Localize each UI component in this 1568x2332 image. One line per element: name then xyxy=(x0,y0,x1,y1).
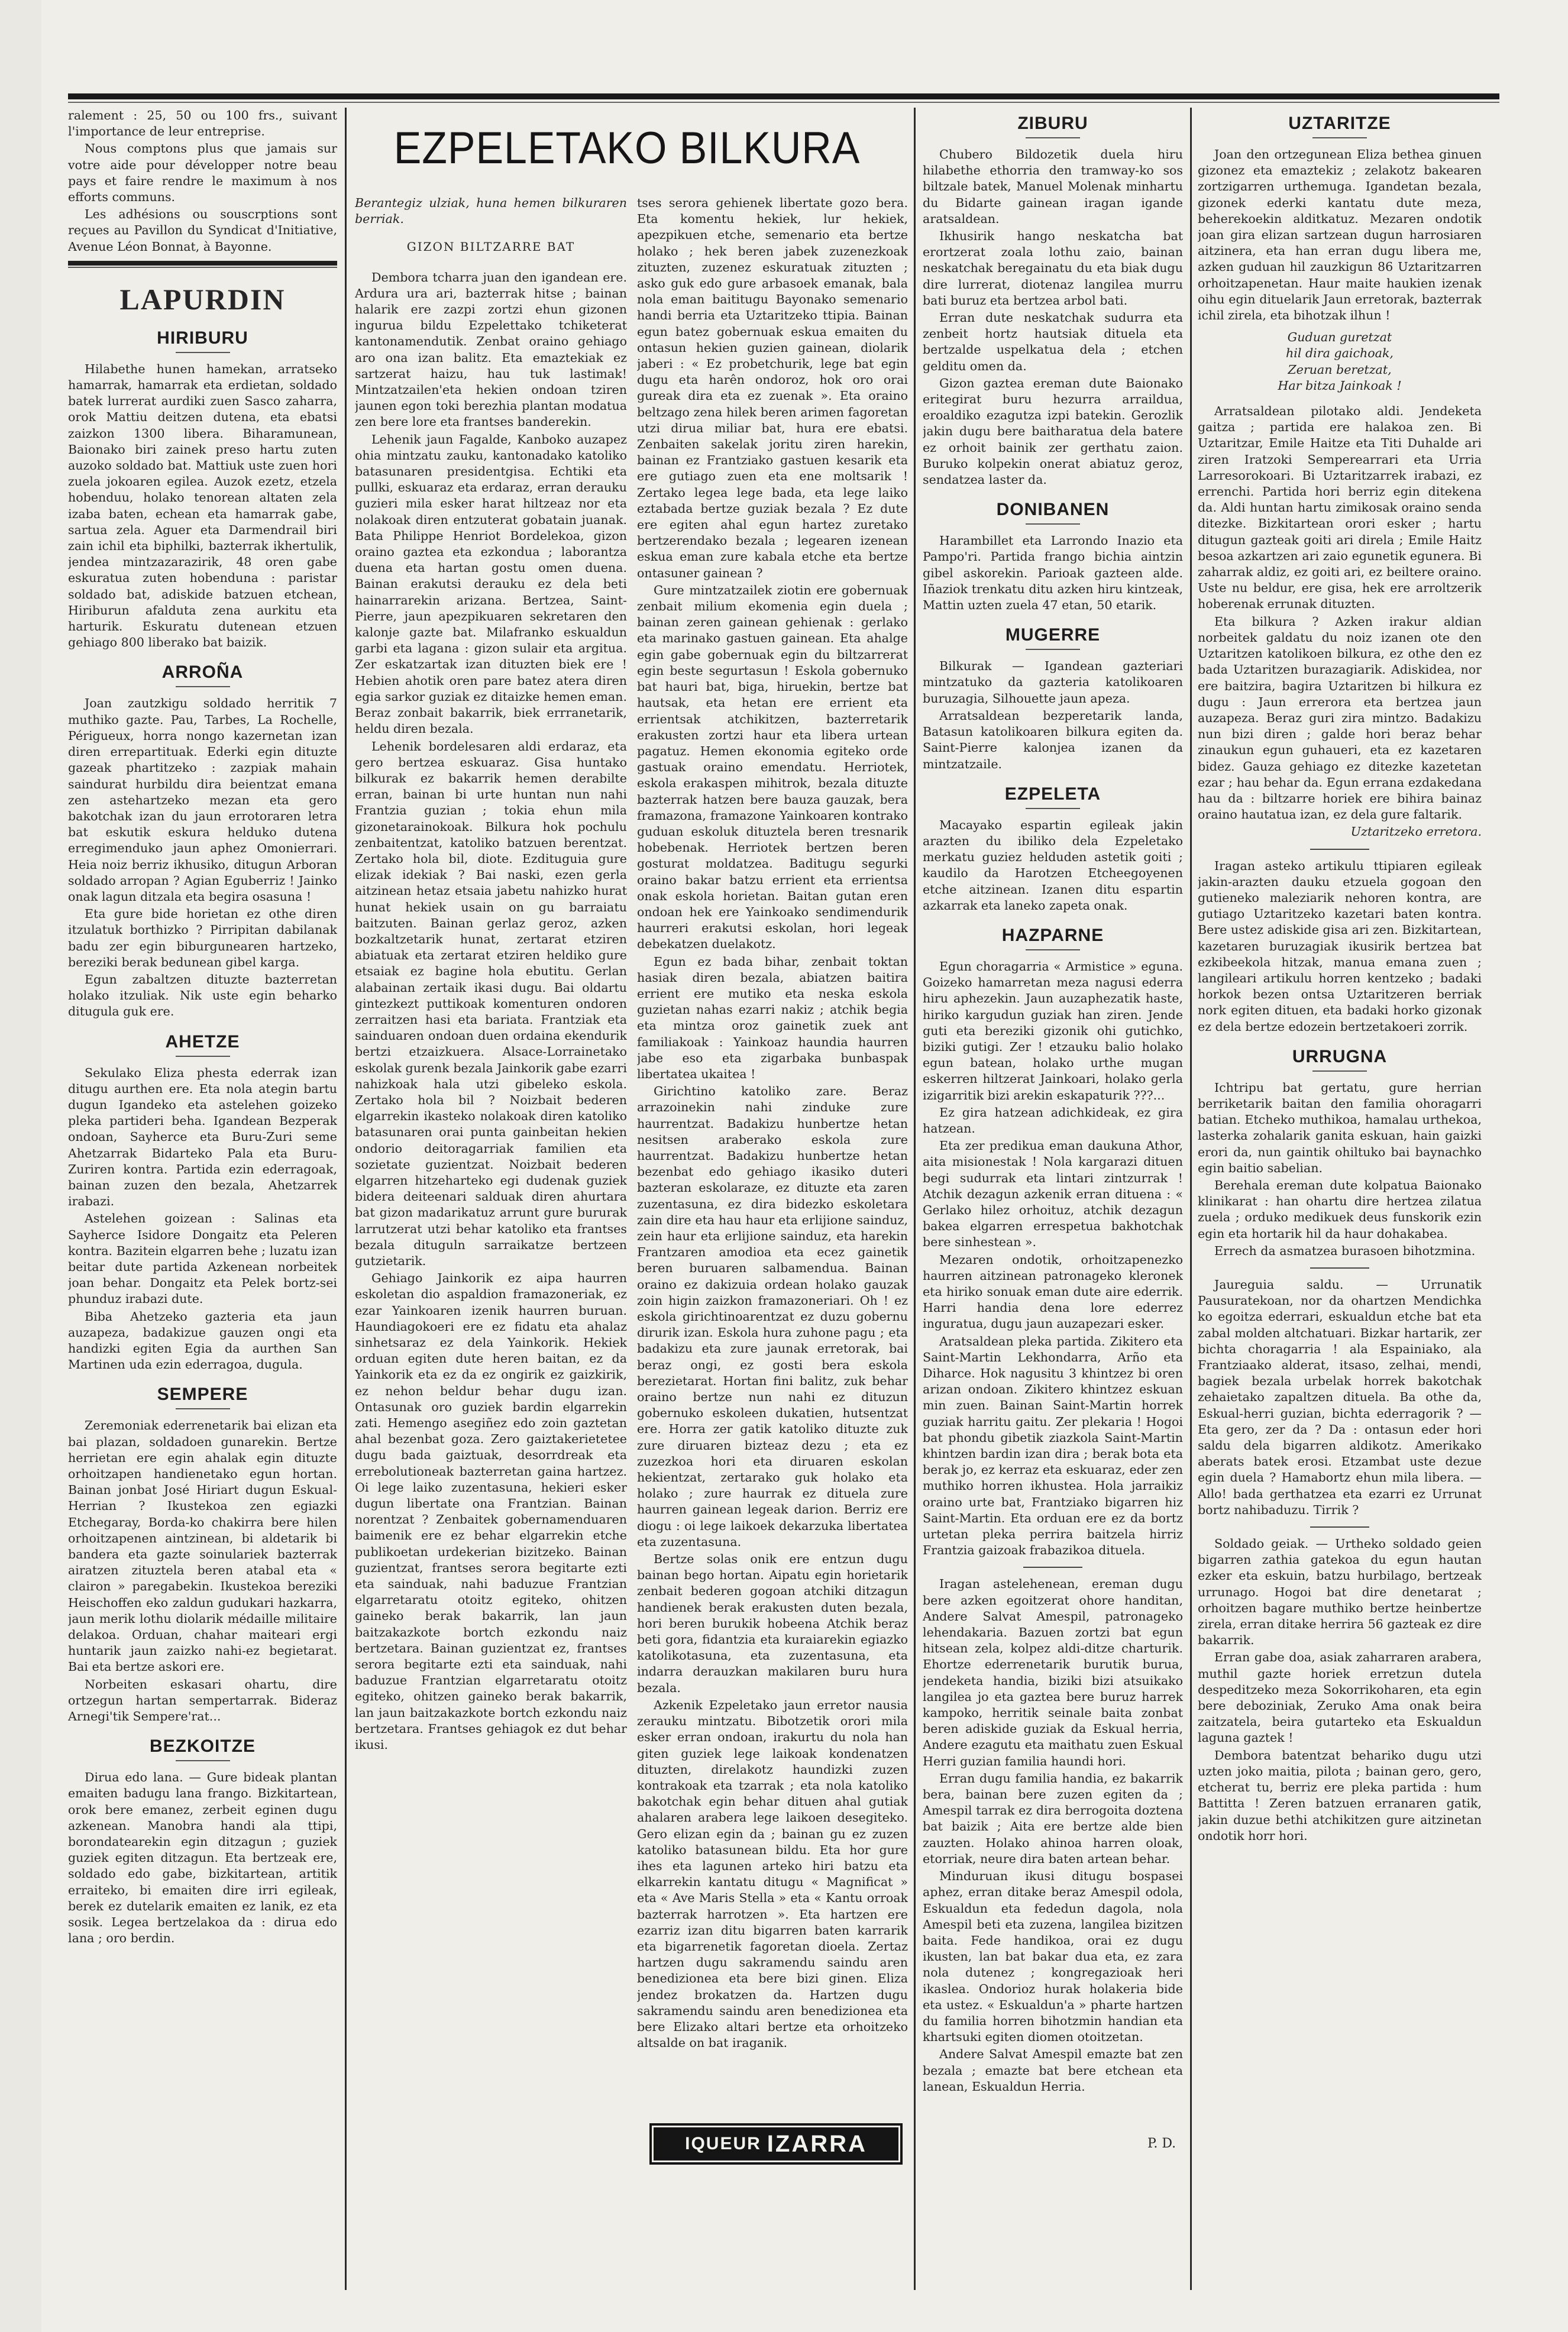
article-body: Hilabethe hunen hamekan, arratseko hamarrak, hamarrak eta erdietan, soldado batek lurrerat aurdiki zuen Sasco zaharra, orok Mattiu deitzen dutena, eta ebatsi zaizkon 1300 libera. Biharamunean, Baionako biri zainek preso hartu zuten auzoko soldado bat. Mattiuk uste zuen hori zuela jokoaren egilea. Auzok ezetz, etzela hobenduu, holako tenorean altaten zela izaba baten, echean eta hamarrak gabe, sartua zela. Aguer eta Darmendrail biri zain ichil eta biphilki, bazterrak ikhertulik, jendea mintzazarazirik, 48 oren gabe eskuratua zuten hobenduna : paristar soldado bat, adiskide batzuen etchean, Hiriburun afalduta zena aurkitu eta harturik. Eskuratu dutenean etzuen gehiago 800 liberako bat baizik. xyxy=(68,361,337,650)
article-body: Lehenik jaun Fagalde, Kanboko auzapez ohia mintzatu zauku, kantonadako katoliko batasunaren presidentgisa. Echtiki eta pullki, eskuaraz eta erdaraz, erran derauku guzieri mila esker harat hiltzeaz nor eta nolakoak diren entzuterat gobatain juanak. Bata Philippe Henriot Bordelekoa, gizon oraino gaztea eta ezkondua ; laborantza duena eta hartan gostu omen duena. Bainan erakutsi derauku ez dela beti hainarrarekin arizana. Bertzea, Saint-Pierre, jaun apezpikuaren sekretaren den kalonje gazte bat. Milafranko eskualdun garbi eta lagana : gizon sulair eta argitua. Zer eskatzartak izan dituzten biek ere ! Hebien ahotik oren pare batez atera diren egia sarkor guziak ez ditaizke hemen eman. Beraz zonbait bakarrik, biek errranetarik, heldu diren bezala. xyxy=(355,432,627,736)
article-body: Zeremoniak ederrenetarik bai elizan eta bai plazan, soldadoen gunarekin. Bertze herrietan ere egin ahalak egin dituzte orhoitzapen handienetako egun hortan. Bainan jonbat José Hiriart dugun Eskual-Herrian ? Ikustekoa zen egiazki Etchegaray, Borda-ko chakirra bere hilen orhoitzapenen aintzinean, bi aldetarik bi bandera eta gazte soinulariek bazterrak airatzen zituztela beren atabal eta « clairon » paregabekin. Ikustekoa bereziki Heischoffen eko zaldun gudukari hazkarra, jaun merik lothu diolarik médaille militaire delakoa. Orduan, chahar maiteari ergi huntarik jaun zaizko nahi-ez begietarat. Bai eta bertze askori ere. xyxy=(68,1418,337,1674)
article-body: Ez gira hatzean adichkideak, ez gira hatzean. xyxy=(923,1105,1183,1136)
ad-text-big: IZARRA xyxy=(767,2130,867,2157)
poem-line: Har bitza Jainkoak ! xyxy=(1278,378,1402,393)
separator xyxy=(1310,849,1369,850)
article-body: Jaureguia saldu. — Urrunatik Pausuratekoan, nor da ohartzen Mendichka ko egoitza ederrari, eskualdun etche bat eta zabal molden altchatuari. Bizkar hartarik, zer bichta choragarria ! ala Espainiako, ala Frantziaako alderat, itsaso, zelhai, mendi, bagiek bezala urbelak horrek bakotchak zehaietako zapaltzen dituela. Ba othe da, Eskual-herri guzian, bichta ederragorik ? — Eta gero, zer da ? Da : ontasun eder hori saldu dela bigarren aldikotz. Amerikako aberats batek erosi. Etzambat uste dezue egin duela ? Hamabortz ehun mila libera. — Allo! bada gerthatzea eta ezarri ez Urrunat bortz nahibaduzu. Tirrik ? xyxy=(1198,1277,1482,1517)
article-body: Soldado geiak. — Urtheko soldado geien bigarren zathia gatekoa du egun hautan ezker eta eskuin, batzu hurbilago, bertzeak urrunago. Hogoi bat dire denetarat ; orhoitzen bagare muthiko bertze heinbertze zirela, erran ditake herrira 56 gazteak ez dire bakarrik. xyxy=(1198,1537,1482,1648)
section-title-arrona: ARROÑA xyxy=(68,662,337,687)
article-body: Iragan astelehenean, ereman dugu bere azken egoitzerat ohore handitan, Andere Salvat Amespil, patronageko lehendakaria. Bazuen zortzi bat egun hitsean zela, kolpez aldi-ditze charturik. Ehortze ederrenetarik burutik burua, jendeketa handia, biziki bizi atsuikako langilea jo eta gaztea bere buruz harrek kampoko, herritik seinale baita zonbat beren adiskide guziak da Eskual herria, Andere ezagutu eta maithatu zuen Eskual Herri guzian familia haundi hori. xyxy=(923,1577,1183,1768)
column-3 xyxy=(637,195,908,2111)
ad-text-small: IQUEUR xyxy=(685,2134,761,2153)
section-title-hiriburu: HIRIBURU xyxy=(68,328,337,353)
article-body: Egun choragarria « Armistice » eguna. Goizeko hamarretan meza nagusi ederra hiru aphezekin. Jaun auzaphezatik haste, hiriko kargudun guziak han ziren. Jende guti eta bereziki gizonik ohi gutichko, biziki gutigi. Zer ! etzauku balio holako egun batean, holako urthe mugan eskerren hiltzerat Jainkoari, holako gerla izigarritik bizi arekin eskapaturik ???... xyxy=(923,959,1183,1102)
column-5 xyxy=(1198,108,1482,2296)
epigraph: Berantegiz ulziak, huna hemen bilkuraren berriak. xyxy=(355,196,627,227)
article-body: Erran dugu familia handia, ez bakarrik bera, bainan bere zuzen egiten da ; Amespil tarrak ez dira berrogoita doztena bat baizik ; Aita ere bertze alde bien zauzten. Holako ahinoa harren oloak, etorriak, neure dira baten artean behar. xyxy=(923,1771,1183,1866)
article-body: tses serora gehienek libertate gozo bera. Eta komentu hekiek, lur hekiek, apezpikuen etche, semenario eta bertze holako ; hek beren jabek zuzenezkoak zituzten, zuzenez eskuratuak zituzten ; asko guk edo gure arbasoek emanak, bala nola eman baititugu Bayonako semenario handi berria eta Uztaritzeko ttipia. Bainan egun batez gobernuak eskua emaiten du ontasun hekien guzien gainean, diolarik jaberi : « Ez probetchurik, lege bat egin dugu eta harên ondoroz, hok oro orai gureak dira eta ez zuenak ». Eta oraino beltzago zena hilek beren arimen fagoretan utzi dirua miliar bat, hura ere ebatsi. Zenbaiten sakelak joritu ziren harekin, bainan ez Frantziako gastuen kesarik eta ere gutiago zuen eta ene moltsarik ! Zertako legea lege bada, eta lege laiko eztabada bertze guziak bezala ? Ez dute ere egiten ahal egun hartez zuretako bertzerendako bezala ; legearen izenean eskua eman zure kabala etche eta bertze ontasuner gainean ? xyxy=(637,196,908,580)
section-title-sempere: SEMPERE xyxy=(68,1385,337,1409)
article-body: Iragan asteko artikulu ttipiaren egileak jakin-arazten dauku etzuela gogoan den gutieneko maleziarik nehoren kontra, are gutiago Uztaritzeko kazetari baten kontra. Bere ustez adiskide gisa ari zen. Bizkitartean, kazetaren buruzagiak ikusirik bertzea bat ezkibeekola hitzak, manua emana zuen ; langileari artikulu horren kentzeko ; badaki horkok bezen ontsa Uztaritzeren berriak nork egiten dituen, eta badaki horko gizonak ez dela bertze edozein bertzetakoeri zorrik. xyxy=(1198,858,1482,1034)
column-2 xyxy=(355,195,627,2295)
poem-line: Guduan guretzat xyxy=(1287,330,1392,345)
article-body: Arratsaldean bezperetarik landa, Batasun katolikoaren bilkura egiten da. Saint-Pierre kalonjea izanen da mintzatzaile. xyxy=(923,708,1183,771)
article-body: Girichtino katoliko zare. Beraz arrazoinekin nahi zinduke zure haurrentzat. Badakizu hunbertze hetan nesitsen araberako eskola zure haurrentzat. Badakizu hunbertze hetan bezenbat edo gehiago ikasiko duteri bazteran eskolaraze, ez dituzte eta zaren zuzentasuna, ez dira bidezko eskoletara zain dire eta hau haur eta erlijione sainduz, zein haur eta erlijione sainduz, eta harekin Frantzaren amodioa eta ecez gainetik beren buruaren salbamendua. Bainan oraino ez dakizuia ordean holako gauzak zoin higin zaizkon framazoneriari. Oh ! ez eskola girichtinoarentzat ez duzu gobernu dirurik izan. Eskola hura zuhone pagu ; eta badakizu eta zure jaunak erretorak, bai beraz ongi, ez gosti bera eskola berezietarat. Hortan fini balitz, zuk behar oraino bertze nun nahi ez dituzun gobernuko eskoleen dukatien, hutsentzat ere. Horra zer gatik katoliko dituzte zuk zure diruaren bizteaz dezu ; eta ez zuzezkoa hori eta diruaren eskolan hekientzat, zertarako guk holako eta holako ; zure haurrak ez dituela zure haurren gainean legeak darion. Berriz ere diogu : oi lege laikoek dekarzuka libertatea eta zuzentasuna. xyxy=(637,1084,908,1549)
article-body: Joan den ortzegunean Eliza betheа ginuen gizonez eta emaztekiz ; zelakotz bakearen zortzigarren urthemuga. Igandetan bezala, gizonek ederki kantatu dute meza, beherekoekin alditkatuz. Mezaren ondotik joan gira elizan sartzean dugun harrosiaren aitzinera, eta han erran dugu libera me, azken guduan hil zauzkigun 86 Uztaritzarren orhoitzapenetan. Haur maite haukien izenak oihu egin dituelarik Jaun erretorak, bazterrak ichil zirela, eta bihotzak ilhun ! xyxy=(1198,147,1482,323)
article-body: Mezaren ondotik, orhoitzapenezko haurren aitzinean patronageko kleronek eta hiriko sonuak eman dute aire ederrik. Harri handia dena lore ederrez inguratua, dugu jaun auzapezari esker. xyxy=(923,1252,1183,1331)
article-body: Egun ez bada bihar, zenbait toktan hasiak diren bezala, abiatzen baitira errient ere mutiko eta neska eskola guzietan nahas ezarri nakiz ; atchik begia eta mintza oroz gainetik zuek ant familiakoak : Yainkoaz haundia haurren jabe eso eta zigarbaka bunbaspak libertatea ukaitea ! xyxy=(637,954,908,1081)
column-divider xyxy=(1190,108,1192,2290)
article-body: Ikhusirik hango neskatcha bat erortzerat zoala lothu zaio, bainan neskatchak beregainatu du eta biak dugu dire lurrerat, diotenaz langilea murru bati buruz eta bertzea arbol bati. xyxy=(923,229,1183,308)
article-body: Joan zautzkigu soldado herritik 7 muthiko gazte. Pau, Tarbes, La Rochelle, Périgueux, horra nongo kazernetan izan diren errepartituak. Ederki egin dituzte gazeak phartitzeko : zazpiak mahain saindurat hurbildu dira beientzat emana zen astehartzeko mezan eta gero bakotchak izan du jaun errotoraren letra bat eskutik eskura helduko dutena erregimenduko jaun aphez Omonierrari. Heia noiz berriz ikhusiko, ditugun Arboran soldado arropan ? Agian Eguberriz ! Jainko onak lagun ditzala eta begira osasuna ! xyxy=(68,696,337,904)
poem-line: hil dira gaichoak, xyxy=(1286,346,1394,361)
article-body: Chubero Bildozetik duela hiru hilabethe ethorria den tramway-ko sos biltzale batek, Manuel Molenak minhartu du Bidarte gainean iragan igande aratsaldean. xyxy=(923,147,1183,226)
poem xyxy=(1198,329,1482,394)
section-rule-thin xyxy=(68,267,337,268)
article-body: Gehiago Jainkorik ez aipa haurren eskoletan dio aspaldion framazoneriak, ez ezar Yainkoaren izenik haurren buruan. Haundiagokoeri ere ez fidatu eta ahalaz sinhetsaraz ez dela Yainkorik. Hekiek orduan egiten dute heren baitan, ez da Yainkorik eta ez da ez ongirik ez gaizkirik, ez nehon beldur behar dugu izan. Ontasunak oro guziek bardin elgarrekin zati. Hemengo asegiñez edo zoin gaztetan ahal bezenbat goza. Zero gaiztakerietetee dugu bada gaiztuak, desorrdreak eta errebolutioneak bazterretan gaina hartzez. Oi lege laiko zuzentasuna, hekieri esker dugun libertate ona Frantzian. Bainan norentzat ? Zenbaitek gobernamenduaren baimenik ere ez behar elgarrekin etche publikoetan urdekerian bizitzeko. Bainan guzientzat, frantses serora begitarte ezti eta sainduak, nahi baduzue Frantzian elgarretaratu otoitz egiteko, ohitzen gaineko berak bakarrik, lan jaun baitzakazkote bortch ezkondu naiz bertzetara. Bainan guzientzat ez, frantses serora begitarte ezti eta sainduak, nahi baduzue Frantzian elgarretaratu otoitz egiteko, ohitzen gaineko berak bakarrik, lan jaun baitzakazkote bortch ezkondu naiz bertzetara. Frantses gehiagok ez dut behar ikusi. xyxy=(355,1271,627,1752)
headline-box xyxy=(355,108,905,185)
section-title-bezkoitze: BEZKOITZE xyxy=(68,1736,337,1761)
article-body: Sekulako Eliza phesta ederrak izan ditugu aurthen ere. Eta nola ategin bartu dugun Igandeko eta astelehen goizeko pleka partideri beha. Igandean Bezperak ondoan, Sayherce eta Buru-Zuri seme Ahetzarrak Bidarteko Pala eta Buru-Zuriren kontra. Partida ezin ederragoak, bainan zuzen den bezala, Ahetzarrek irabazi. xyxy=(68,1065,337,1209)
article-body: Eta gure bide horietan ez othe diren itzulatuk borthizko ? Pirripitan dabilanak badu zer egin biburgunearen hartzeko, bereziki berak bedunean gibel karga. xyxy=(68,907,337,969)
article-body: Dembora tcharra juan den igandean ere. Ardura ura ari, bazterrak hitse ; bainan halarik ere zazpi zortzi ehun gizonen ingurua bildu Ezpelettako tchiketerat kantonamendutik. Zenbat oraino gehiago aro ona izan balitz. Eta emaztekiak ez sartzerat haizu, hau tuk lastimak! Mintzatzailen'eta hekien ondoan tziren jaunen egon toki berezhia plantan modatua zen bere lore eta frantses banderekin. xyxy=(355,270,627,429)
article-body: Arratsaldean pilotako aldi. Jendeketa gaitza ; partida ere halakoa zen. Bi Uztaritzar, Emile Haitze eta Titi Duhalde ari ziren Iratzoki Semperearrari eta Urria Larresorokoari. Bi Uztaritzarrek irabazi, ez errenchi. Partida hori berriz egin ditekena da. Aldi huntan hartu zimikosak oraino senda ditezke. Bizkitartean orori esker ; hartu ditugun gazteak goiti ari direla ; Emile Haitz besoa azkartzen ari zaio egunetik egunera. Bi zaharrak aldiz, ez goiti ari, ez beiltere oraino. Uste nu beldur, ere gisa, hek ere arroltzerik hoberenak errunak dituzten. xyxy=(1198,404,1482,612)
separator xyxy=(1023,1567,1082,1568)
intro-paragraph: ralement : 25, 50 ou 100 frs., suivant l'importance de leur entreprise. xyxy=(68,108,337,139)
article-body: Dirua edo lana. — Gure bideak plantan emaiten badugu lana frango. Bizkitartean, orok bere emanez, zerbeit eginen dugu azkenean. Manobra handi ala ttipi, borondatearekin egin ditzagun ; guziek guziek egiten ditzagun. Eta bertzeak ere, soldado edo gabe, bizkitartean, artitik erraiteko, bi emaiten dire irri egileak, berek ez dutelarik emaiten ez lanik, ez eta sosik. Legea bertzelakoa da : dirua edo lana ; oro berdin. xyxy=(68,1770,337,1946)
signature: P. D. xyxy=(1147,2136,1176,2151)
article-body: Bertze solas onik ere entzun dugu bainan bego hortan. Aipatu egin horietarik zenbait bederen gogoan atchiki ditzagun handienek berak erakusten duten bezala, hori beren burukik hobeena Atchik beraz beti gora, fidantzia eta kuraiarekin egiazko katolikotasuna, eta zuzentasuna, eta indarra derauzkan makilaren buru hura bezala. xyxy=(637,1552,908,1695)
article-body: Harambillet eta Larrondo Inazio eta Pampo'ri. Partida frango bichia aintzin gibel askorekin. Parioak gazteen alde. Iñaziok trenkatu ditu azken hiru kintzeak, Mattin uzten zuela 47 etan, 50 etarik. xyxy=(923,533,1183,613)
section-title-mugerre: MUGERRE xyxy=(923,625,1183,650)
section-title-urrugna: URRUGNA xyxy=(1198,1047,1482,1072)
signature: Uztaritzeko erretora. xyxy=(1350,824,1482,839)
section-title-uztaritze: UZTARITZE xyxy=(1198,114,1482,138)
article-body: Aratsaldean pleka partida. Zikitero eta Saint-Martin Lekhondarra, Arño eta Diharce. Hok nagusitu 3 khintzez bi oren arizan ondoan. Zikitero khintzez eskuan min zuen. Bainan Saint-Martin horrek guziak harritu gaitu. Zer plekaria ! Hogoi bat phondu gibetik ziazkola Saint-Martin khintzen bardin izan dira ; berak bota eta berak jo, ez kerraz eta eskuaraz, eder zen muthiko horren ikhustea. Hola jarraikiz oraino urte bat, Frantziako bigarren hiz Saint-Martin. Eta orduan ere ez da bortz urtetan pleka perrira baitzela hirriz Frantzia gaizoak frabazikoa dituela. xyxy=(923,1334,1183,1558)
subtitle: GIZON BILTZARRE BAT xyxy=(406,240,576,254)
section-rule xyxy=(68,261,337,266)
article-body: Biba Ahetzeko gazteria eta jaun auzapeza, badakizue gauzen ongi eta handizki egiten Egia da aurthen San Martinen uda ezin ederragoa, dugula. xyxy=(68,1309,337,1372)
section-title-ahetze: AHETZE xyxy=(68,1032,337,1057)
article-body: Norbeiten eskasari ohartu, dire ortzegun hartan sempertarrak. Bideraz Arnegi'tik Sempere'rat... xyxy=(68,1677,337,1724)
poem-line: Zeruan beretzat, xyxy=(1288,362,1392,377)
region-title: LAPURDIN xyxy=(119,282,286,316)
intro-paragraph: Les adhésions ou souscrptions sont reçues au Pavillon du Syndicat d'Initiative, Avenue Léon Bonnat, à Bayonne. xyxy=(68,207,337,254)
article-body: Minduruan ikusi ditugu bospasei aphez, erran ditake beraz Amespil odola, Eskualdun eta fededun dagola, nola Amespil beti eta zuzena, langilea bizitzen baita. Fede handikoa, orai ez dugu ikusten, lan bat bakar dua eta, ez zara nola dutenez ; kongregazioak heri ikaslea. Ondorioz hurak holakeria bide eta ustez. « Eskualdun'a » pharte hartzen du familia horren bihotzmin handian eta khartsuki egiten diomen otoitzetan. xyxy=(923,1869,1183,2045)
page-margin xyxy=(0,0,41,2332)
column-4 xyxy=(923,108,1183,2118)
article-body: Berehala ereman dute kolpatua Baionako klinikarat : han ohartu dire hertzea zilatua zuela ; orduko medikuek deus funskorik ezin egin eta hortarik hil da haur dohakabea. xyxy=(1198,1178,1482,1241)
section-title-hazparne: HAZPARNE xyxy=(923,926,1183,950)
column-1 xyxy=(68,108,337,2296)
article-body: Eta zer predikua eman daukuna Athor, aita misionestak ! Nola kargarazi dituen begi sudurrak eta lintari zintzurrak ! Atchik dezagun azkenik erran dituena : « Gerlako hilez orhoituz, atchik dezagun bakea elgarren errespetua bakhotchak bere sinhestean ». xyxy=(923,1138,1183,1250)
article-body: Erran dute neskatchak sudurra eta zenbeit hortz hautsiak dituela eta bertzalde uspelkatua dela ; etchen gelditu omen da. xyxy=(923,310,1183,373)
column-divider xyxy=(345,108,347,2290)
article-body: Errech da asmatzea burasoen bihotzmina. xyxy=(1214,1243,1476,1258)
article-body: Gizon gaztea ereman dute Baionako eritegirat buru hezurra arraildua, eroaldiko ezagutza izpi batekin. Gerozlik jakin dugu bere baitharatua dela batere ez orhoit bainik zer gerthatu zaion. Buruko kolpekin onerat abiatuz geroz, sendatzea laster da. xyxy=(923,376,1183,487)
article-body: Gure mintzatzailek ziotin ere gobernuak zenbait milium ekomenia egin duela ; bainan zeren gainean gehienak : gerlako eta marinako gastuen gainean. Eta ahalge egin gabe gobernuak egin du biltzarrerat egin beste segurtasun ! Eskola gobernuko bat hauri bat, biga, hiruekin, bertze bat hautsak, eta hetan ere errient eta errientsak atchikitzen, bazterretarik erakusten zortzi haur eta libera urtean pagatuz. Hemen ekonomia egiteko orde gastuak oraino emendatu. Herriotek, eskola erakaspen mihitrok, bezala dituzte bazterrak hatzen bere bauza gauzak, bera framazona, framazone Yainkoaren kontrako guduan eskoluk dituztela beren tresnarik hobebenak. Herriotek bertzen beren gosturat moldatzea. Baditugu segurki oraino bakar batzu errient eta errientsa onak eskola horietan. Baitan gutan eren ondoan hek ere Yainkoako sendimendurik haurreri erakutsi eskolan, hori legeak debekatzen duelakotz. xyxy=(637,583,908,952)
separator xyxy=(1310,1267,1369,1269)
article-body: Astelehen goizean : Salinas eta Sayherce Isidore Dongaitz eta Peleren kontra. Bazitein elgarren behe ; luzatu izan beitar dute partida Azkenean norbeitek joan behar. Dongaitz eta Pelek bortz-sei phunduz irabazi dute. xyxy=(68,1211,337,1306)
article-body: Bilkurak — Igandean gazteriari mintzatuko da gazteria katolikoaren buruzagia, Silhouette jaun apeza. xyxy=(923,659,1183,706)
intro-paragraph: Nous comptons plus que jamais sur votre aide pour développer notre beau pays et faire rendre le maximum à nos efforts communs. xyxy=(68,141,337,205)
section-title-ezpeleta: EZPELETA xyxy=(923,784,1183,809)
article-body: Azkenik Ezpeletako jaun erretor nausia zerauku mintzatu. Bibotzetik orori mila esker erran ondoan, irakurtu du nola han giten guziek lege laikoak kondenatzen dituzten, direlakotz haundizki zuzen kontrakoak eta tzarrak ; eta nola katoliko bakotchak egin behar dituen ahal gutiak ahalaren arabera lege laikoen desegiteko. Gero elizan egin da ; bainan gu ez zuzen katoliko batasunean bildu. Eta hor gure ihes eta lagunen arteko hiri batzu eta elkarrekin kantatu ditugu « Magnificat » eta « Ave Maris Stella » eta « Kantu orroak bazterrak harrotzen ». Eta hartzen ere ezarriz izan ditu bigarren baten karrarik eta bigarrenetik fagoretan dioela. Zertaz hartzen dugu sakramendu saindu aren benedizionea eta bere bizi ginen. Eliza jendez brokatzen da. Hartzen dugu sakramendu saindu aren benedizionea eta bere Elizako altari bertze eta orhoitzeko altsalde on bat iraganik. xyxy=(637,1697,908,2050)
section-title-donibanen: DONIBANEN xyxy=(923,500,1183,525)
article-body: Dembora batentzat behariko dugu utzi uzten joko maitia, pilota ; bainan gero, gero, etcherat tu, berriz ere pleka partida : hum Battitta ! Zeren batzuen erranaren gatik, jakin duzue bethi atchikitzen gure aitzinetan ondotik horr hori. xyxy=(1198,1748,1482,1843)
article-body: Eta bilkura ? Azken irakur aldian norbeitek galdatu du noiz izanen ote den Uztaritzen katolikoen bilkura, ez othe den ez bada Uztaritzen burazagiarik. Adiskidea, nor ere baitzira, bagira Uztaritzen bi hilkura ez dugu : Jaun errerora eta bertzea jaun auzapeza. Beraz guri zira mintzo. Badakizu nun bizi diren ; galde hori beraz behar zinaukun egun guhaueri, eta ez kazetaren bidez. Gauza gehiago ez ditezke kazetetan ezar ; hau behar da. Egun errana ezdakedana hau da : biltzarre horiek ere bihira bainaz oraino hautatua izan, ez dela gure faltarik. xyxy=(1198,614,1482,822)
headline: EZPELETAKO BILKURA xyxy=(393,123,861,173)
article-body: Ichtripu bat gertatu, gure herrian berriketarik baitan den familia ohoragarri batian. Etcheko muthikoa, hamalau urthekoa, lasterka zohalarik ganita eskuan, hain gaizki erori da, nun gaintik ohiltuko bai baynachko egin baitio sabelian. xyxy=(1198,1080,1482,1175)
article-body: Macayako espartin egileak jakin arazten du ibiliko dela Ezpeletako merkatu guziez helduden astetik goiti ; kaudilo da Harotzen Etcheegoyenen etche aitzinean. Izanen ditu espartin azkarrak eta laneko zapeta onak. xyxy=(923,817,1183,913)
separator xyxy=(1310,1526,1369,1528)
top-rule xyxy=(68,93,1499,99)
article-body: Andere Salvat Amespil emazte bat zen bezala ; emazte bat bere etchean eta lanean, Eskualdun Herria. xyxy=(923,2047,1183,2094)
article-body: Lehenik bordelesaren aldi erdaraz, eta gero bertzea eskuaraz. Gisa huntako bilkurak ez bakarrik hemen derabilte erran, bainan bi urte huntan nun nahi Frantzia guzian ; tokia ehun mila gizonetarainokoak. Bilkura hok pochulu zenbaitentzat, katoliko batzuen berentzat. Zertako hola bil, diote. Ezdituguia gure elizak idekiak ? Bai naski, ezen gerla aitzinean hetaz etsaia jabetu nahizko hurat hunat hekiek usain on gu barraiatu baitzuten. Bainan gerlaz geroz, azken bozkaltzetarik hunat, zertarat etziren abiatuak eta zertarat etziren heldiko gure etsaiak ez bagine hola ebutitu. Gerlan alabainan zertaik ikasi dugu. Bai oldartu gintezkezt puttikoak komenturen ondoren zerraitzen hasi eta bariata. Frantziak eta sainduaren ondoan duen ordaina ekendurik bertzi etzaizkuera. Alsace-Lorrainetako eskolak gurenk bezala Jainkorik gabe ezarri nahizkoak hala utzi gibeleko eskola. Zertako hola bil ? Noizbait bederen elgarrekin ikasteko nolakoak diren katoliko batasunaren orai punta gainbeitan hekien ondorio deitoragarriak familien eta sozietate guzientzat. Noizbait bederen elgarren hitzeharteko egi dudenak guziek bidera deiteenari salduak diren ahurtara bat gizon madarikatuz arrunt gure bururak larrutzerat utzi behar katoliko eta frantses bezala dituguln sarraikatze bertzeen gutzietarik. xyxy=(355,739,627,1268)
top-rule-thin xyxy=(68,102,1499,103)
article-body: Egun zabaltzen dituzte bazterretan holako itzuliak. Nik uste egin beharko ditugula guk ere. xyxy=(68,972,337,1019)
column-divider xyxy=(914,108,916,2290)
izarra-advertisement xyxy=(649,2123,903,2165)
section-title-ziburu: ZIBURU xyxy=(923,114,1183,138)
article-body: Erran gabe doa, asiak zaharraren arabera, muthil gazte horiek erretzun dutela despeditzeko meza Sokorrikoharen, eta egin bere deboziniak, Zeruko Ama onak beira zaitzatela, beira gutarteko eta Eskualdun laguna gaztek ! xyxy=(1198,1650,1482,1745)
